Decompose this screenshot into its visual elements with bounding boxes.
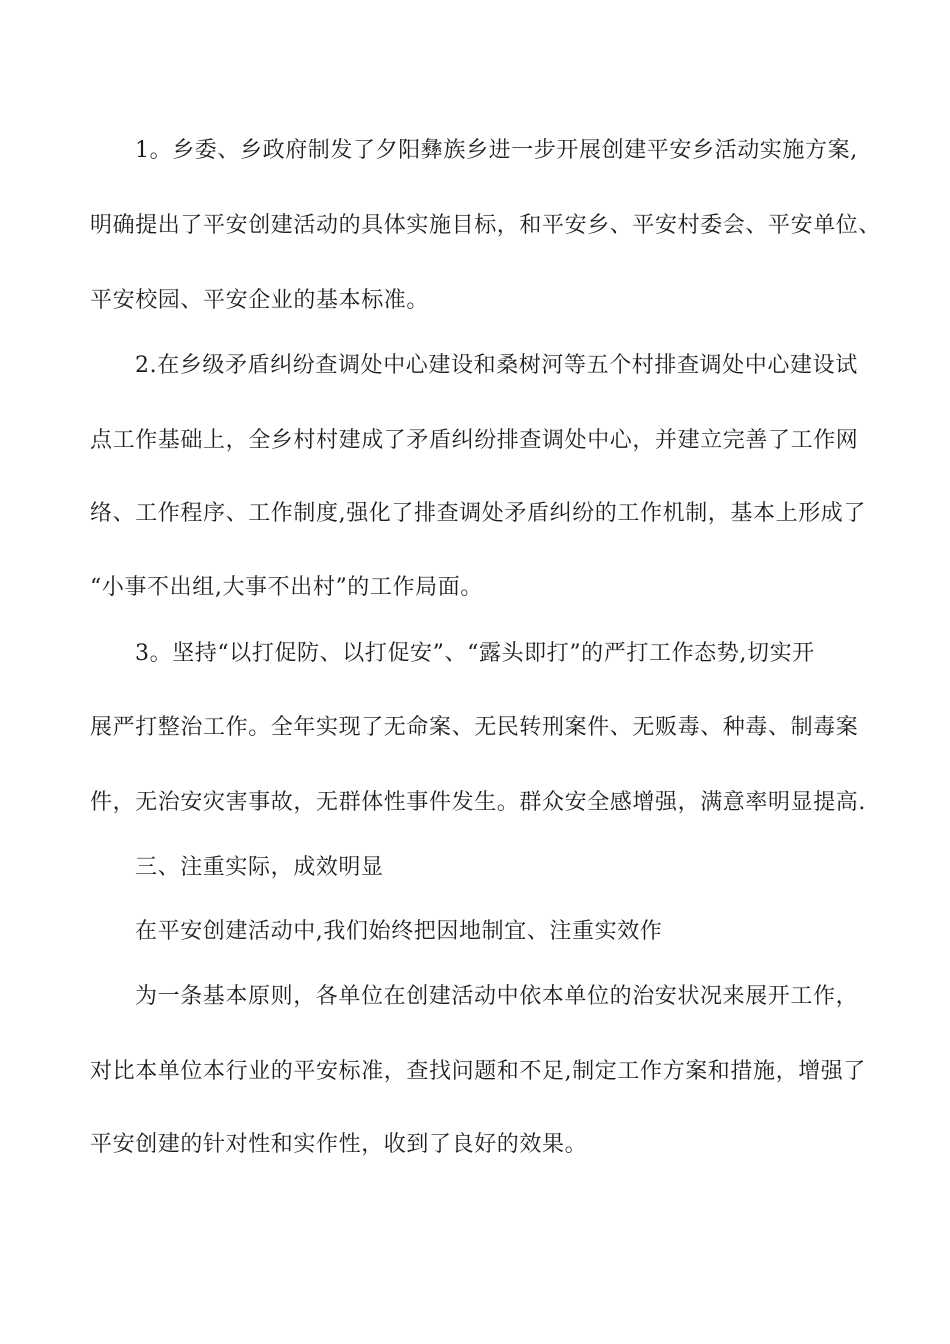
paragraph-3-line-1: 3。坚持“以打促防、以打促安”、“露头即打”的严打工作态势,切实开 — [135, 641, 815, 666]
section-heading: 三、注重实际，成效明显 — [135, 855, 384, 880]
paragraph-2-line-4: “小事不出组,大事不出村”的工作局面。 — [90, 575, 483, 600]
paragraph-2-line-2: 点工作基础上，全乡村村建成了矛盾纠纷排查调处中心，并建立完善了工作网 — [90, 428, 859, 453]
paragraph-3-line-2: 展严打整治工作。全年实现了无命案、无民转刑案件、无贩毒、种毒、制毒案 — [90, 715, 859, 740]
paragraph-1-line-2: 明确提出了平安创建活动的具体实施目标，和平安乡、平安村委会、平安单位、 — [90, 213, 882, 238]
paragraph-4-line-1: 在平安创建活动中,我们始终把因地制宜、注重实效作 — [135, 919, 663, 944]
paragraph-2-line-3: 络、工作程序、工作制度,强化了排查调处矛盾纠纷的工作机制，基本上形成了 — [90, 501, 866, 526]
paragraph-5-line-1: 为一条基本原则，各单位在创建活动中依本单位的治安状况来展开工作， — [135, 984, 859, 1009]
paragraph-5-line-3: 平安创建的针对性和实作性，收到了良好的效果。 — [90, 1132, 588, 1157]
paragraph-2-line-1: 2.在乡级矛盾纠纷查调处中心建设和桑树河等五个村排查调处中心建设试 — [135, 353, 858, 378]
paragraph-3-line-3: 件，无治安灾害事故，无群体性事件发生。群众安全感增强，满意率明显提高. — [90, 790, 866, 815]
paragraph-5-line-2: 对比本单位本行业的平安标准，查找问题和不足,制定工作方案和措施，增强了 — [90, 1059, 866, 1084]
paragraph-1-line-1: 1。乡委、乡政府制发了夕阳彝族乡进一步开展创建平安乡活动实施方案, — [135, 138, 858, 163]
paragraph-1-line-3: 平安校园、平安企业的基本标准。 — [90, 288, 430, 313]
